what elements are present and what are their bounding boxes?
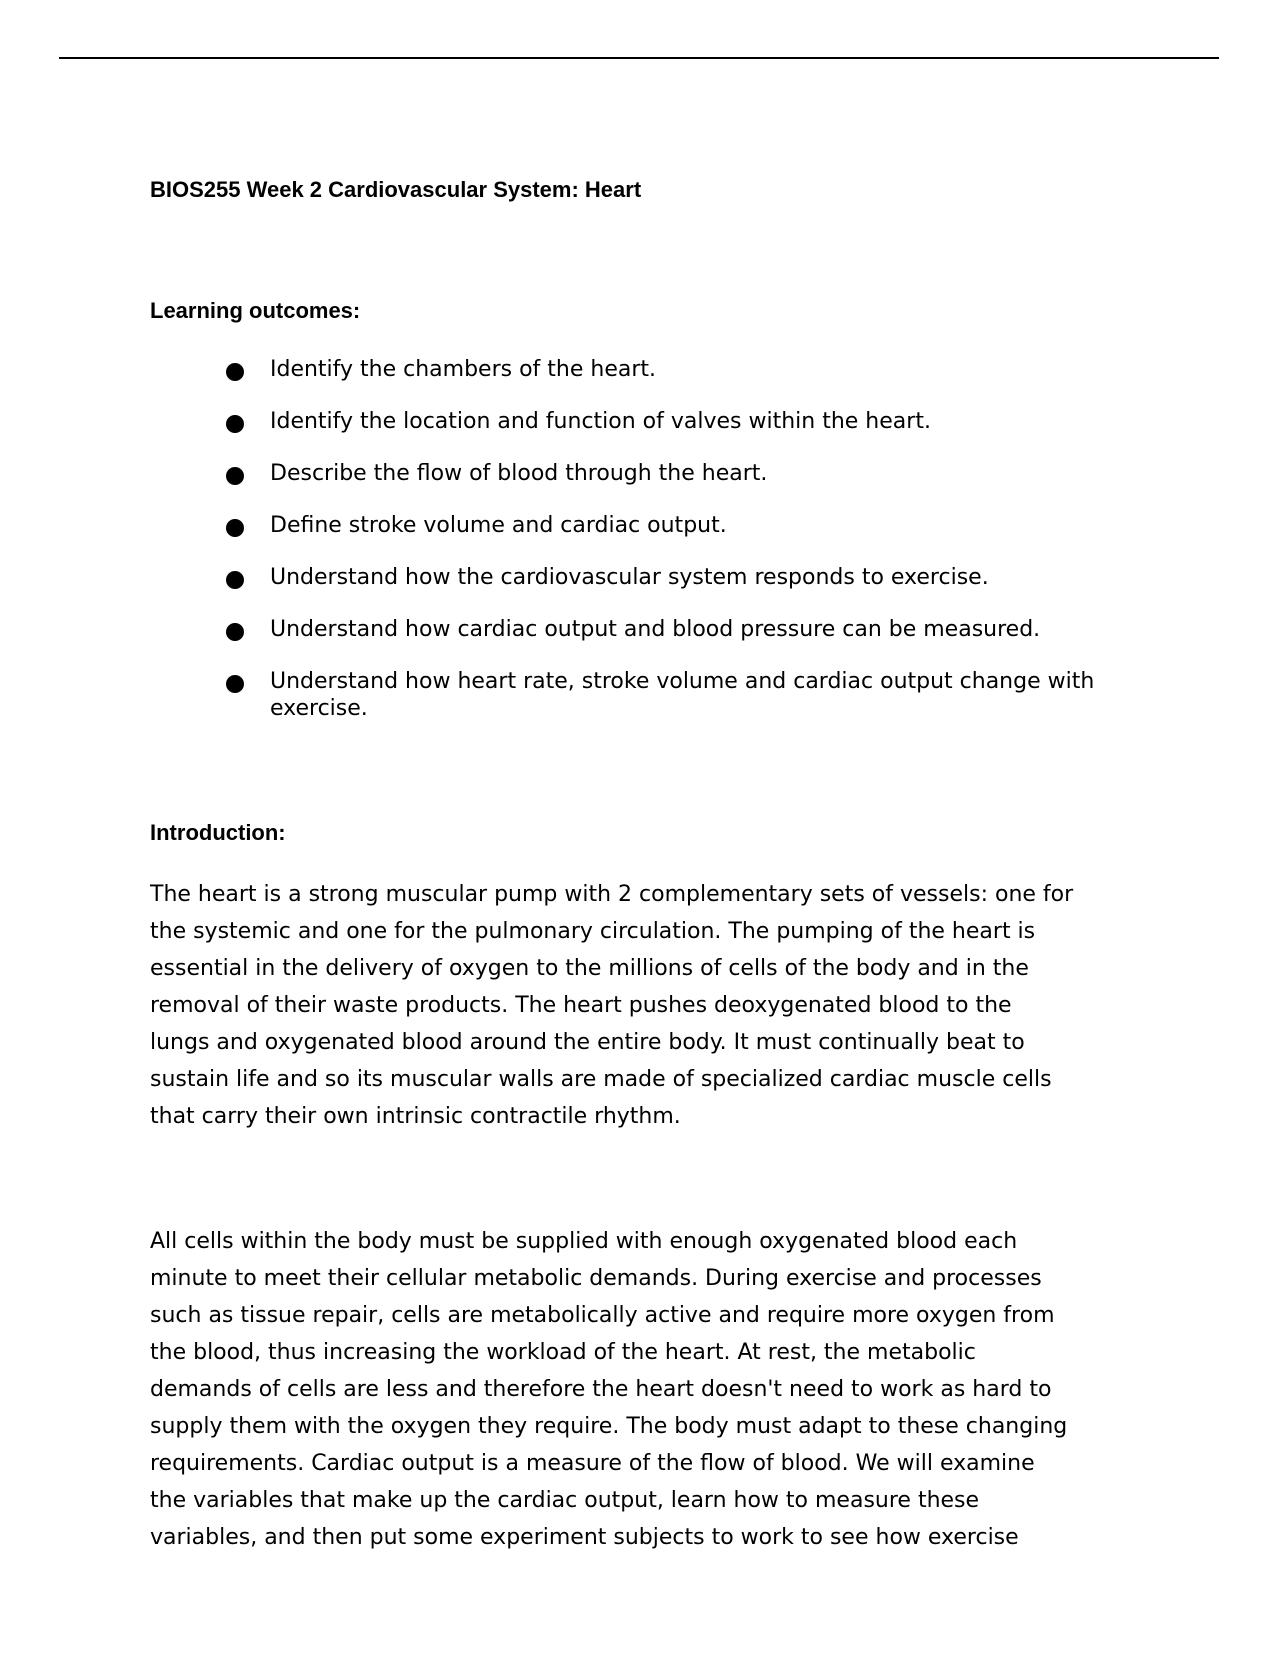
paragraph-line: demands of cells are less and therefore the heart doesn't need to work as hard to	[150, 1377, 1052, 1402]
outcome-text: Understand how the cardiovascular system responds to exercise.	[270, 565, 989, 590]
outcome-text: Describe the flow of blood through the heart.	[270, 461, 768, 486]
paragraph-line: variables, and then put some experiment subjects to work to see how exercise	[150, 1525, 1019, 1550]
bullet-icon	[226, 363, 244, 381]
bullet-icon	[226, 675, 244, 693]
learning-outcomes-heading: Learning outcomes:	[150, 298, 361, 323]
introduction-heading: Introduction:	[150, 820, 286, 845]
bullet-icon	[226, 415, 244, 433]
bullet-icon	[226, 571, 244, 589]
outcome-text: Identify the location and function of valves within the heart.	[270, 409, 931, 434]
paragraph-line: supply them with the oxygen they require. The body must adapt to these changing	[150, 1414, 1068, 1439]
paragraph-line: such as tissue repair, cells are metabolically active and require more oxygen from	[150, 1303, 1055, 1328]
paragraph-line: the variables that make up the cardiac output, learn how to measure these	[150, 1488, 980, 1513]
outcome-text: Identify the chambers of the heart.	[270, 357, 657, 382]
paragraph-line: the blood, thus increasing the workload of the heart. At rest, the metabolic	[150, 1340, 976, 1365]
outcome-text: Define stroke volume and cardiac output.	[270, 513, 727, 538]
outcome-text: Understand how heart rate, stroke volume and cardiac output change with exercise.	[270, 669, 1095, 721]
introduction-paragraph-2	[150, 1223, 1150, 1556]
bullet-icon	[226, 519, 244, 537]
paragraph-line: essential in the delivery of oxygen to the millions of cells of the body and in the	[150, 956, 1029, 981]
introduction-paragraph-1	[150, 876, 1150, 1135]
paragraph-line: removal of their waste products. The heart pushes deoxygenated blood to the	[150, 993, 1012, 1018]
header-rule	[59, 57, 1219, 59]
paragraph-line: All cells within the body must be supplied with enough oxygenated blood each	[150, 1229, 1018, 1254]
paragraph-line: sustain life and so its muscular walls are made of specialized cardiac muscle cells	[150, 1067, 1052, 1092]
paragraph-line: that carry their own intrinsic contractile rhythm.	[150, 1104, 681, 1129]
bullet-icon	[226, 467, 244, 485]
paragraph-line: minute to meet their cellular metabolic demands. During exercise and processes	[150, 1266, 1042, 1291]
document-title: BIOS255 Week 2 Cardiovascular System: Heart	[150, 177, 642, 202]
bullet-icon	[226, 623, 244, 641]
paragraph-line: the systemic and one for the pulmonary circulation. The pumping of the heart is	[150, 919, 1036, 944]
outcome-text: Understand how cardiac output and blood pressure can be measured.	[270, 617, 1041, 642]
paragraph-line: lungs and oxygenated blood around the entire body. It must continually beat to	[150, 1030, 1025, 1055]
paragraph-line: The heart is a strong muscular pump with 2 complementary sets of vessels: one for	[150, 882, 1074, 907]
paragraph-line: requirements. Cardiac output is a measure of the flow of blood. We will examine	[150, 1451, 1035, 1476]
